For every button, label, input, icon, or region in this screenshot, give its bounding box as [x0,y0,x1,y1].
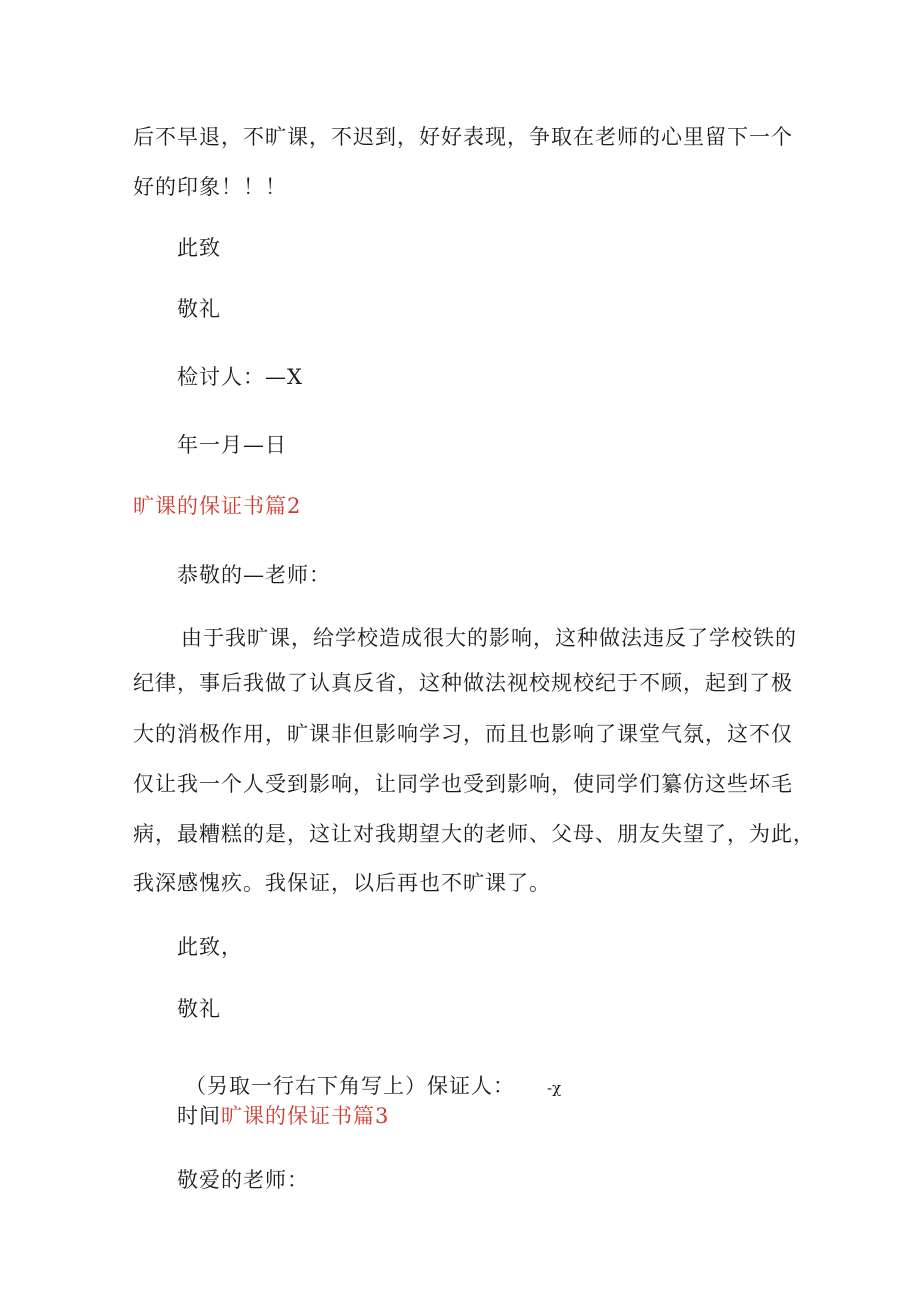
guarantor-line [185,1071,561,1103]
closing-jingli: 敬礼 [177,997,221,1021]
section-heading: 旷课的保证书篇3 [221,1104,390,1128]
section-heading: 旷课的保证书篇2 [133,494,302,518]
guarantor-mark: -χ [547,1079,562,1097]
signature-line: 检讨人：—X [177,365,303,389]
paragraph-line: 好的印象！！！ [133,175,287,199]
guarantor-label: （另取一行右下角写上）保证人： [185,1074,515,1098]
closing-jingli: 敬礼 [177,297,221,321]
paragraph-line: 病，最糟糕的是，这让对我期望大的老师、父母、朋友失望了，为此， [133,822,815,846]
time-label: 时间 [177,1104,221,1128]
date-line: 年一月—日 [177,433,287,457]
paragraph-line: 大的消极作用，旷课非但影响学习，而且也影响了课堂气氛，这不仅 [133,722,793,746]
paragraph-line: 纪律，事后我做了认真反省，这种做法视校规校纪于不顾，起到了极 [133,671,793,695]
time-and-heading-line [177,1101,389,1131]
paragraph-line: 仅让我一个人受到影响，让同学也受到影响，使同学们纂仿这些坏毛 [133,772,793,796]
salutation: 敬爱的老师： [177,1168,309,1192]
salutation: 恭敬的—老师： [177,563,331,587]
closing-cizhi: 此致， [177,935,243,959]
paragraph-line: 后不早退，不旷课，不迟到，好好表现，争取在老师的心里留下一个 [133,125,793,149]
paragraph-line: 由于我旷课，给学校造成很大的影响，这种做法违反了学校铁的 [181,626,797,650]
paragraph-line: 我深感愧疚。我保证，以后再也不旷课了。 [133,871,551,895]
closing-cizhi: 此致 [177,236,221,260]
